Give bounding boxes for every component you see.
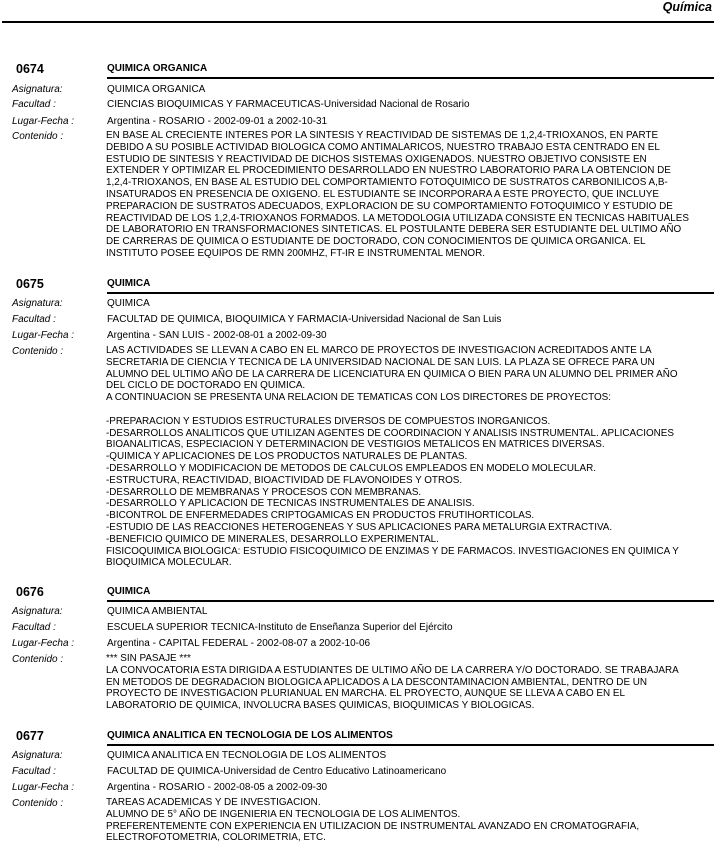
facultad-value: ESCUELA SUPERIOR TECNICA-Instituto de Enseñanza Superior del Ejército — [107, 622, 453, 633]
asignatura-label: Asignatura: — [12, 750, 63, 761]
lugar-fecha-label: Lugar-Fecha : — [12, 638, 75, 649]
asignatura-label: Asignatura: — [12, 606, 63, 617]
entry-code: 0675 — [16, 277, 44, 291]
entry-divider — [107, 77, 714, 79]
asignatura-value: QUIMICA AMBIENTAL — [107, 606, 208, 617]
entry-code: 0676 — [16, 585, 44, 599]
asignatura-value: QUIMICA ORGANICA — [107, 84, 206, 95]
contenido-text: LAS ACTIVIDADES SE LLEVAN A CABO EN EL MARCO DE PROYECTOS DE INVESTIGACION ACREDITADOS ANTE LA SECRETARIA DE CIENCIA Y TECNICA DE LA UNIVERSIDAD NACIONAL DE SAN LUIS. LA PLAZA SE OFRECE PARA UN ALUMNO DEL ULTIMO AÑO DE LA CARRERA DE LICENCIATURA EN QUIMICA O BIEN PARA UN ALUMNO DEL PRIMER AÑO DEL CICLO DE DOCTORADO EN QUIMICA. A CONTINUACION SE PRESENTA UNA RELACION DE TEMATICAS CON LOS DIRECTORES DE PROYECTOS: -PREPARACION Y ESTUDIOS ESTRUCTURALES DIVERSOS DE COMPUESTOS INORGANICOS. -DESARROLLOS ANALITICOS QUE UTILIZAN AGENTES DE COORDINACION Y ANALISIS INSTRUMENTAL. APLICACIONES BIOANALITICAS, ESPECIACION Y DETERMINACION DE VESTIGIOS METALICOS EN MATRICES DIVERSAS. -QUIMICA Y APLICACIONES DE LOS PRODUCTOS NATURALES DE PLANTAS. -DESARROLLO Y MODIFICACION DE METODOS DE CALCULOS EMPLEADOS EN MODELO MOLECULAR. -ESTRUCTURA, REACTIVIDAD, BIOACTIVIDAD DE FLAVONOIDES Y OTROS. -DESARROLLO DE MEMBRANAS Y PROCESOS CON MEMBRANAS. -DESARROLLO Y APLICACION DE TECNICAS INSTRUMENTALES DE ANALISIS. -BICONTROL DE ENFERMEDADES CRIPTOGAMICAS EN PRODUCTOS FRUTIHORTICOLAS. -ESTUDIO DE LAS REACCIONES HETEROGENEAS Y SUS APLICACIONES PARA METALURGIA EXTRACTIVA. -BENEFICIO QUIMICO DE MINERALES, DESARROLLO EXPERIMENTAL. FISICOQUIMICA BIOLOGICA: ESTUDIO FISICOQUIMICO DE ENZIMAS Y DE FARMACOS. INVESTIGACIONES EN QUIMICA Y BIOQUIMICA MOLECULAR. — [106, 345, 679, 569]
entry-divider — [107, 292, 714, 294]
asignatura-label: Asignatura: — [12, 84, 63, 95]
contenido-label: Contenido : — [12, 654, 64, 665]
lugar-fecha-label: Lugar-Fecha : — [12, 330, 75, 341]
contenido-text: EN BASE AL CRECIENTE INTERES POR LA SINTESIS Y REACTIVIDAD DE SISTEMAS DE 1,2,4-TRIOXANOS, EN PARTE DEBIDO A SU POSIBLE ACTIVIDAD BIOLOGICA COMO ANTIMALARICOS, NUESTRO TRABAJO ESTA CENTRADO EN EL ESTUDIO DE SINTESIS Y REACTIVIDAD DE DICHOS SISTEMAS OXIGENADOS. NUESTRO OBJETIVO CONSISTE EN EXTENDER Y OPTIMIZAR EL PROCEDIMIENTO DESARROLLADO EN NUESTRO LABORATORIO PARA LA OBTENCION DE 1,2,4-TRIOXANOS, EN BASE AL ESTUDIO DEL COMPORTAMIENTO FOTOQUIMICO DE SUSTRATOS CARBONILICOS A,B- INSATURADOS EN PRESENCIA DE OXIGENO. EL ESTUDIANTE SE INCORPORARA A ESTE PROYECTO, QUE INCLUYE PREPARACION DE SUSTRATOS ADECUADOS, EXPLORACION DE SU COMPORTAMIENTO FOTOQUIMICO Y ESTUDIO DE REACTIVIDAD DE LOS 1,2,4-TRIOXANOS FORMADOS. LA METODOLOGIA UTILIZADA CONSISTE EN TECNICAS HABITUALES DE LABORATORIO EN TRANSFORMACIONES SINTETICAS. EL POSTULANTE DEBERA SER ESTUDIANTE DEL ULTIMO AÑO DE CARRERAS DE QUIMICA O ESTUDIANTE DE DOCTORADO, CON CONOCIMIENTOS DE QUIMICA ORGANICA. EL INSTITUTO POSEE EQUIPOS DE RMN 200MHZ, FT-IR E INSTRUMENTAL MENOR. — [106, 130, 689, 259]
entry-code: 0674 — [16, 62, 44, 76]
contenido-label: Contenido : — [12, 346, 64, 357]
contenido-text: *** SIN PASAJE *** LA CONVOCATORIA ESTA DIRIGIDA A ESTUDIANTES DE ULTIMO AÑO DE LA CARRERA Y/O DOCTORADO. SE TRABAJARA EN METODOS DE DEGRADACION BIOLOGICA APLICADOS A LA DESCONTAMINACION AMBIENTAL, DENTRO DE UN PROYECTO DE INVESTIGACION PLURIANUAL EN MARCHA. EL PROYECTO, AUNQUE SE LLEVA A CABO EN EL LABORATORIO DE QUIMICA, INVOLUCRA BASES QUIMICAS, BIOQUIMICAS Y BIOLOGICAS. — [106, 653, 679, 712]
facultad-label: Facultad : — [12, 622, 56, 633]
page-header — [0, 0, 716, 22]
header-divider — [2, 21, 714, 23]
contenido-text: TAREAS ACADEMICAS Y DE INVESTIGACION. ALUMNO DE 5° AÑO DE INGENIERIA EN TECNOLOGIA DE LOS ALIMENTOS. PREFERENTEMENTE CON EXPERIENCIA EN UTILIZACION DE INSTRUMENTAL AVANZADO EN CROMATOGRAFIA, ELECTROFOTOMETRIA, COLORIMETRIA, ETC. — [106, 797, 640, 844]
entry-title: QUIMICA ORGANICA — [107, 63, 208, 74]
lugar-fecha-value: Argentina - ROSARIO - 2002-08-05 a 2002-09-30 — [107, 782, 328, 793]
lugar-fecha-label: Lugar-Fecha : — [12, 782, 75, 793]
facultad-label: Facultad : — [12, 766, 56, 777]
lugar-fecha-value: Argentina - CAPITAL FEDERAL - 2002-08-07 a 2002-10-06 — [107, 638, 371, 649]
entry-title: QUIMICA ANALITICA EN TECNOLOGIA DE LOS ALIMENTOS — [107, 730, 393, 741]
facultad-value: CIENCIAS BIOQUIMICAS Y FARMACEUTICAS-Universidad Nacional de Rosario — [107, 99, 470, 110]
entry-divider — [107, 600, 714, 602]
entry-divider — [107, 744, 714, 746]
facultad-label: Facultad : — [12, 314, 56, 325]
entry-title: QUIMICA — [107, 586, 151, 597]
asignatura-label: Asignatura: — [12, 298, 63, 309]
facultad-label: Facultad : — [12, 99, 56, 110]
lugar-fecha-label: Lugar-Fecha : — [12, 116, 75, 127]
lugar-fecha-value: Argentina - SAN LUIS - 2002-08-01 a 2002-09-30 — [107, 330, 327, 341]
facultad-value: FACULTAD DE QUIMICA, BIOQUIMICA Y FARMACIA-Universidad Nacional de San Luis — [107, 314, 502, 325]
facultad-value: FACULTAD DE QUIMICA-Universidad de Centro Educativo Latinoamericano — [107, 766, 447, 777]
contenido-label: Contenido : — [12, 131, 64, 142]
lugar-fecha-value: Argentina - ROSARIO - 2002-09-01 a 2002-10-31 — [107, 116, 328, 127]
entry-code: 0677 — [16, 729, 44, 743]
entry-title: QUIMICA — [107, 278, 151, 289]
contenido-label: Contenido : — [12, 798, 64, 809]
asignatura-value: QUIMICA — [107, 298, 150, 309]
page-title: Química — [662, 0, 712, 14]
asignatura-value: QUIMICA ANALITICA EN TECNOLOGIA DE LOS ALIMENTOS — [107, 750, 387, 761]
